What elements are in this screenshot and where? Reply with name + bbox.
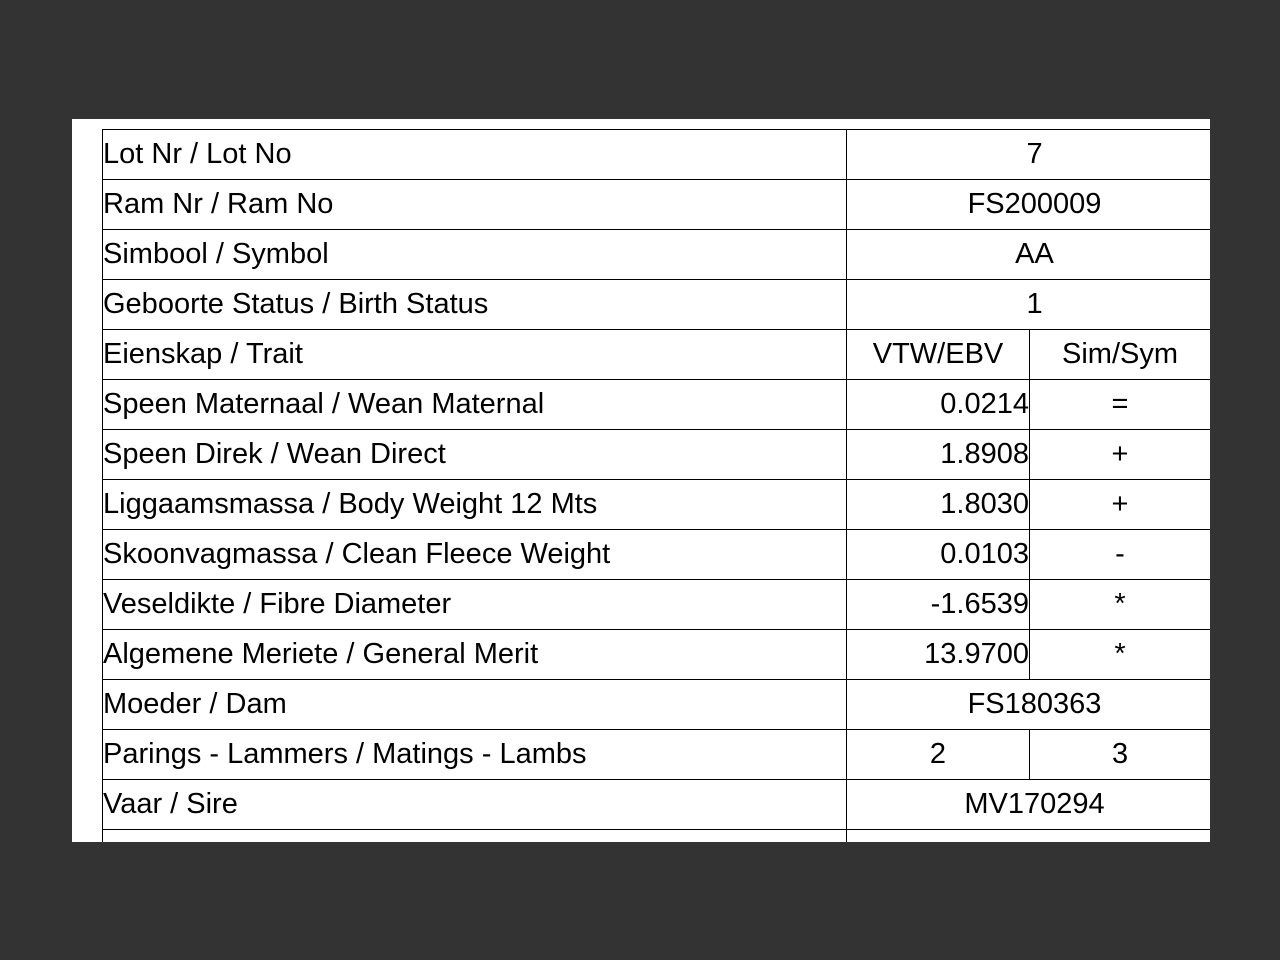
lambs-count: 3 [1030,730,1211,780]
trait-label: Algemene Meriete / General Merit [103,630,847,680]
trait-label: Skoonvagmassa / Clean Fleece Weight [103,530,847,580]
dam-row [103,680,1211,730]
trait-row [103,530,1211,580]
trait-label: Veseldikte / Fibre Diameter [103,580,847,630]
sire-row [103,780,1211,830]
trait-row [103,480,1211,530]
trait-symbol: = [1030,380,1211,430]
trait-ebv: 1.8908 [847,430,1030,480]
trait-ebv: 0.0214 [847,380,1030,430]
trait-row [103,430,1211,480]
dam-value: FS180363 [847,680,1211,730]
trait-symbol: + [1030,480,1211,530]
trait-symbol: + [1030,430,1211,480]
trait-label: Speen Direk / Wean Direct [103,430,847,480]
trait-ebv: 1.8030 [847,480,1030,530]
birth-status-value: 1 [847,280,1211,330]
ebv-column-header: VTW/EBV [847,330,1030,380]
continuation-cell [103,830,847,843]
birth-status-row [103,280,1211,330]
lot-label: Lot Nr / Lot No [103,130,847,180]
table-continuation [103,830,1211,843]
sire-label: Vaar / Sire [103,780,847,830]
trait-row [103,630,1211,680]
lot-value: 7 [847,130,1211,180]
trait-symbol: * [1030,580,1211,630]
symbol-label: Simbool / Symbol [103,230,847,280]
ram-value: FS200009 [847,180,1211,230]
traits-header-row [103,330,1211,380]
lot-row [103,130,1211,180]
continuation-cell [847,830,1211,843]
trait-label: Liggaamsmassa / Body Weight 12 Mts [103,480,847,530]
symbol-value: AA [847,230,1211,280]
trait-row [103,380,1211,430]
lot-info-table [102,129,1210,842]
ram-label: Ram Nr / Ram No [103,180,847,230]
trait-row [103,580,1211,630]
trait-ebv: 0.0103 [847,530,1030,580]
sire-value: MV170294 [847,780,1211,830]
trait-symbol: * [1030,630,1211,680]
symbol-row [103,230,1211,280]
lot-info-sheet [72,119,1210,842]
trait-ebv: -1.6539 [847,580,1030,630]
matings-count: 2 [847,730,1030,780]
trait-column-header: Eienskap / Trait [103,330,847,380]
matings-label: Parings - Lammers / Matings - Lambs [103,730,847,780]
dam-label: Moeder / Dam [103,680,847,730]
trait-ebv: 13.9700 [847,630,1030,680]
trait-symbol: - [1030,530,1211,580]
matings-row [103,730,1211,780]
ram-row [103,180,1211,230]
trait-label: Speen Maternaal / Wean Maternal [103,380,847,430]
sym-column-header: Sim/Sym [1030,330,1211,380]
birth-status-label: Geboorte Status / Birth Status [103,280,847,330]
